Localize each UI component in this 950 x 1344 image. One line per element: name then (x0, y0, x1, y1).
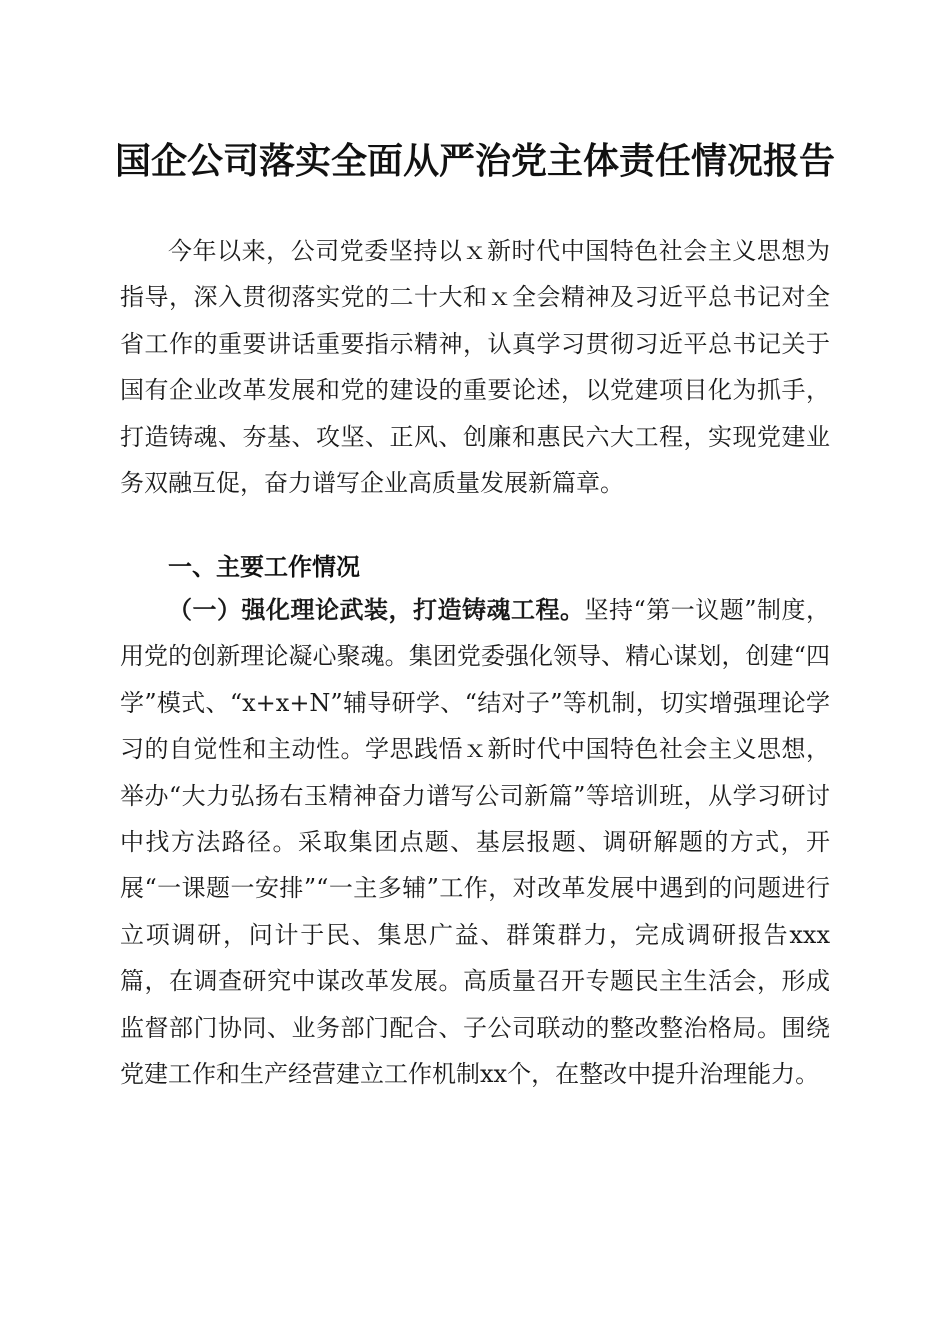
section-heading-main-work: 一、主要工作情况 (168, 553, 360, 581)
paragraph-lead-sentence: （一）强化理论武装，打造铸魂工程。 (168, 596, 585, 624)
document-title: 国企公司落实全面从严治党主体责任情况报告 (114, 140, 835, 182)
paragraph-theory-armament (120, 587, 830, 1097)
paragraph-body-text: 坚持“第一议题”制度，用党的创新理论凝心聚魂。集团党委强化领导、精心谋划，创建“四学”模式、“x+x+N”辅导研学、“结对子”等机制，切实增强理论学习的自觉性和主动性。学思践悟ｘ新时代中国特色社会主义思想，举办“大力弘扬右玉精神奋力谱写公司新篇”等培训班，从学习研讨中找方法路径。采取集团点题、基层报题、调研解题的方式，开展“一课题一安排”“一主多辅”工作，对改革发展中遇到的问题进行立项调研，问计于民、集思广益、群策群力，完成调研报告xxx篇，在调查研究中谋改革发展。高质量召开专题民主生活会，形成监督部门协同、业务部门配合、子公司联动的整改整治格局。围绕党建工作和生产经营建立工作机制xx个，在整改中提升治理能力。 (120, 596, 831, 1089)
intro-paragraph: 今年以来，公司党委坚持以ｘ新时代中国特色社会主义思想为指导，深入贯彻落实党的二十大和ｘ全会精神及习近平总书记对全省工作的重要讲话重要指示精神，认真学习贯彻习近平总书记关于国有企业改革发展和党的建设的重要论述，以党建项目化为抓手，打造铸魂、夯基、攻坚、正风、创廉和惠民六大工程，实现党建业务双融互促，奋力谱写企业高质量发展新篇章。 (120, 237, 830, 498)
